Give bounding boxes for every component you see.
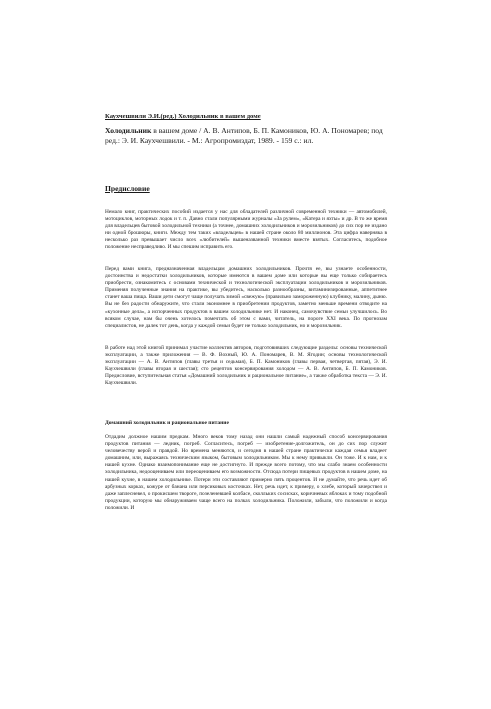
paragraph-text: Отдадим должное нашим предкам. Много веков тому назад они нашли самый надежный способ консервирования продуктов питания — ледник, погреб. Согласитесь, погреб — изобретение-долгожитель, он до сих пор служит человечеству верой и правдой. Но времена меняются, и сегодня в нашей стране практически каждая семья владеет домашним, или, выражаясь техническим языком, бытовым холодильником. Мы к нему привыкли. Он тоже. И к нам, и к нашей кухне. Однако взаимопонимание еще не достигнуто. И прежде всего потому, что мы слабо знаем особенности холодильника, недооцениваем или переоцениваем его возможности. Отсюда потери пищевых продуктов в нашем доме, на нашей кухне, в нашем холодильнике. Потери эти составляют примерно пять процентов. И не думайте, что речь идет об арбузных корках, кожуре от банана или персиковых косточках. Нет, речь идет, к примеру, о хлебе, который зачерствел и даже заплесневел, о прокисшем твороге, позеленевшей колбасе, сколльких сосисках, коричневых яблоках и тому подобной продукции, которую мы обнаруживаем чаще всего на полках холодильника. Положили, забыли, что положили и когда положили. И [105, 434, 387, 511]
preface-paragraph-1 [105, 209, 387, 252]
paragraph-text: В работе над этой книгой принимал участие коллектив авторов, подготовивших следующие разделы: основы технической эксплуатации, а также приложения — В. Ф. Вохный, Ю. А. Пономарев, В. М. Ягодин; основы технологической эксплуатации — А. В. Антипов (главы третья и седьмая), Б. П. Камоников (главы первая, четвертая, пятая), Э. И. Каухчешвили (главы вторая и шестая); сто рецептов консервирования холодом — А. В. Антипов, Б. П. Камоников. Предисловие, вступительная статья «Домашний холодильник и рациональное питание», а также обработка текста — Э. И. Каухчешвили. [105, 345, 387, 387]
book-title-link[interactable]: Каухчешвили Э.И.(ред.) Холодильник в вашем доме [105, 113, 261, 120]
bibliographic-record [105, 126, 387, 146]
preface-paragraph-3 [105, 345, 387, 388]
section-paragraph [105, 434, 387, 512]
preface-heading[interactable]: Предисловие [105, 184, 150, 193]
paragraph-text: Немало книг, практических пособий издается у нас для обладателей различной современной техники — автомобилей, мотоциклов, моторных лодок и т. п. Давно стали популярными журналы «За рулем», «Катера и яхты» и др. В то же время для владельцев бытовой холодильной техники (а точнее, домашних холодильников и морозильников) до сих пор не издано ни одной брошюры, книги. Между тем таких «владельцев» в нашей стране около 80 миллионов. Эта цифра наверняка в несколько раз превышает число всех «любителей» вышеназванной техники вместе взятых. Согласитесь, подобное положение несправедливо. И мы спешим исправить его. [105, 209, 387, 251]
section-heading: Домашний холодильник и рациональное питание [105, 420, 229, 426]
bibliographic-details: в вашем доме / А. В. Антипов, Б. П. Камоников, Ю. А. Пономарев; под ред.: Э. И. Каухчешвили. - М.: Агропромиздат, 1989. - 159 с.: ил. [105, 126, 383, 146]
paragraph-text: Перед вами книга, предназначенная владельцам домашних холодильников. Прочтя ее, вы узнаете особенности, достоинства и недостатки холодильников, которые имеются в вашем доме или которые вы еще только собираетесь приобрести, ознакомитесь с основами технической и технологической эксплуатации холодильников и морозильников. Применяя полученные знания на практике, вы убедитесь, насколько разнообразны, витаминизированные, аппетитнее станет ваша пища. Ваши дети смогут чаще получать зимой «свежую» (правильно замороженную) клубнику, малину, дыню. Вы не без радости обнаружите, что стали экономнее в приобретении продуктов, заметно меньше времени отводите на «кухонные дела», а испорченных продуктов в вашем холодильнике нет. И наконец, самочувствие семьи улучшилось. Во всяком случае, нам бы очень хотелось помечтать об этом с вами, читатель, на пороге XXI века. По прогнозам специалистов, не далек тот день, когда у каждой семьи будет не только холодильник, но и морозильник. [105, 266, 387, 329]
preface-paragraph-2 [105, 266, 387, 330]
bibliographic-title: Холодильник [105, 126, 152, 135]
